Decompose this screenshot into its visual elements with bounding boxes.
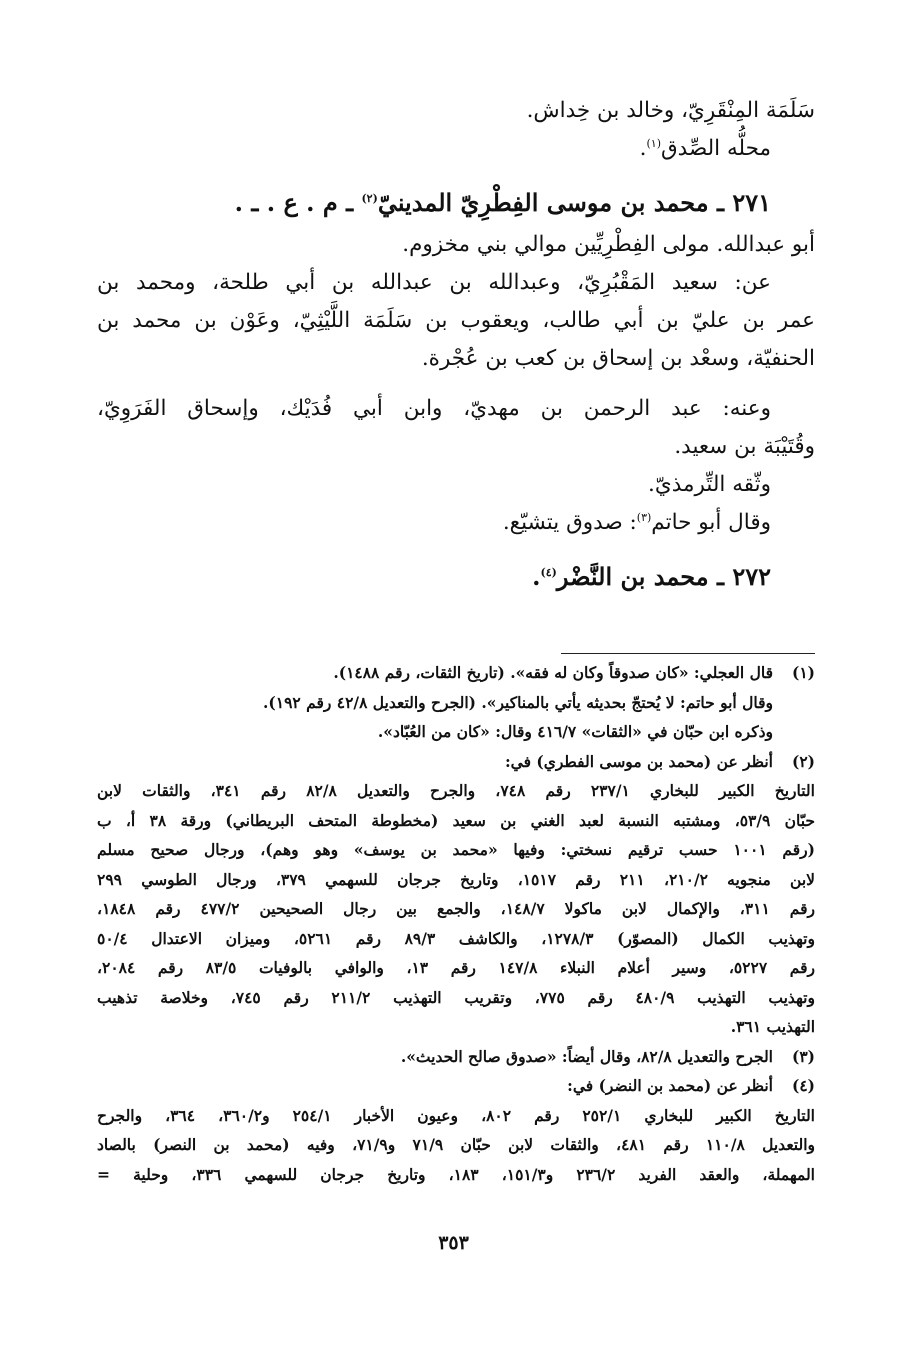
page-number: ٣٥٣ bbox=[438, 1232, 469, 1254]
footnote-number: (٢) bbox=[791, 751, 815, 771]
text-line bbox=[97, 504, 815, 542]
text-line: عمر بن عليّ بن أبي طالب، ويعقوب بن سَلَمَة اللَّيْثِيّ، وعَوْن بن محمد بن bbox=[97, 308, 815, 333]
footnote-line: وذكره ابن حبّان في «الثقات» ٤١٦/٧ وقال: «كان من العُبّاد». bbox=[377, 722, 773, 741]
footnote-3 bbox=[97, 1042, 815, 1072]
entry-codes: ـ م . ع . ـ . bbox=[234, 188, 362, 217]
footnote-line: الجرح والتعديل ٨٢/٨، وقال أيضاً: «صدوق صالح الحديث». bbox=[400, 1046, 773, 1066]
line-text: : صدوق يتشيّع. bbox=[502, 510, 637, 535]
footnote-number: (٤) bbox=[791, 1076, 815, 1095]
footnote-ref[interactable]: (٣) bbox=[636, 510, 652, 524]
footnote-ref[interactable]: (٢) bbox=[361, 192, 378, 205]
entry-heading-271 bbox=[97, 180, 815, 226]
text-line: وقُتَيْبَة بن سعيد. bbox=[674, 434, 815, 459]
text-line: أبو عبدالله. مولى الفِطْرِيِّين موالي بني مخزوم. bbox=[402, 232, 815, 257]
text-line: عن: سعيد المَقْبُرِيّ، وعبدالله بن عبدالله بن أبي طلحة، ومحمد بن bbox=[97, 270, 771, 295]
footnote-line: وقال أبو حاتم: لا يُحتجّ بحديثه يأتي بالمناكير». (الجرح والتعديل ٤٢/٨ رقم ١٩٢). bbox=[263, 692, 773, 712]
main-text bbox=[97, 92, 815, 600]
footnote-line: المهملة، والعقد الفريد ٢٣٦/٢ و١٥١/٣، ١٨٣، وتاريخ جرجان للسهمي ٣٣٦، وحلية = bbox=[97, 1164, 815, 1184]
footnotes bbox=[97, 658, 815, 1189]
footnote-line: التاريخ الكبير للبخاري ٢٥٢/١ رقم ٨٠٢، وعيون الأخبار ٢٥٤/١ و٣٦٠/٢، ٣٦٤، والجرح bbox=[97, 1105, 815, 1125]
footnote-number: (١) bbox=[791, 663, 815, 682]
footnote-2 bbox=[97, 747, 815, 1042]
footnote-line: (رقم ١٠٠١ حسب ترقيم نسختي: وفيها «محمد بن يوسف» وهو وهم)، ورجال صحيح مسلم bbox=[97, 840, 815, 859]
text-line: وعنه: عبد الرحمن بن مهديّ، وابن أبي فُدَيْك، وإسحاق الفَرَوِيّ، bbox=[97, 396, 771, 421]
footnote-line: التهذيب ٣٦١. bbox=[730, 1017, 815, 1036]
footnote-line: وتهذيب الكمال (المصوّر) ١٢٧٨/٣، والكاشف ٨٩/٣ رقم ٥٢٦١، وميزان الاعتدال ٥٠/٤ bbox=[97, 928, 815, 948]
footnote-line: أنظر عن (محمد بن موسى الفطري) في: bbox=[504, 751, 773, 771]
footnote-line: التاريخ الكبير للبخاري ٢٣٧/١ رقم ٧٤٨، والجرح والتعديل ٨٢/٨ رقم ٣٤١، والثقات لابن bbox=[97, 781, 815, 800]
footnote-separator bbox=[561, 653, 815, 654]
footnote-ref[interactable]: (١) bbox=[646, 136, 661, 150]
footnote-4 bbox=[97, 1071, 815, 1189]
text-line: الحنفيّة، وسعْد بن إسحاق بن كعب بن عُجْرة. bbox=[421, 346, 815, 371]
line-end: . bbox=[639, 136, 647, 161]
footnote-ref[interactable]: (٤) bbox=[540, 566, 557, 579]
footnote-line: رقم ٣١١، والإكمال لابن ماكولا ١٤٨/٧، والجمع بين رجال الصحيحين ٤٧٧/٢ رقم ١٨٤٨، bbox=[97, 899, 815, 918]
line-text: محلُّه الصِّدق bbox=[660, 136, 771, 161]
entry-end: . bbox=[532, 562, 541, 591]
footnote-line: والتعديل ١١٠/٨ رقم ٤٨١، والثقات لابن حبّان ٧١/٩ و٧١/٩، وفيه (محمد بن النصر) بالصاد bbox=[97, 1135, 815, 1154]
footnote-line: رقم ٥٢٢٧، وسير أعلام النبلاء ١٤٧/٨ رقم ١٣، والوافي بالوفيات ٨٣/٥ رقم ٢٠٨٤، bbox=[97, 958, 815, 977]
text-line: سَلَمَة المِنْقَرِيّ، وخالد بن خِداش. bbox=[526, 98, 815, 123]
entry-title: ٢٧٢ ـ محمد بن النَّضْر bbox=[556, 562, 771, 591]
entry-title: ٢٧١ ـ محمد بن موسى الفِطْرِيّ المدينيّ bbox=[377, 188, 771, 217]
footnote-line: أنظر عن (محمد بن النضر) في: bbox=[567, 1076, 773, 1095]
footnote-line: حبّان ٥٣/٩، ومشتبه النسبة لعبد الغني بن سعيد (مخطوطة المتحف البريطاني) ورقة ٣٨ أ، ب bbox=[97, 810, 816, 830]
text-line bbox=[97, 130, 815, 168]
line-text: وقال أبو حاتم bbox=[651, 510, 771, 535]
footnote-line: لابن منجويه ٢١٠/٢، ٢١١ رقم ١٥١٧، وتاريخ جرجان للسهمي ٣٧٩، ورجال الطوسي ٢٩٩ bbox=[97, 869, 815, 889]
footnote-number: (٣) bbox=[791, 1046, 815, 1066]
footnote-1 bbox=[97, 658, 815, 747]
text-line: وثّقه التِّرمذيّ. bbox=[648, 472, 771, 497]
footnote-line: وتهذيب التهذيب ٤٨٠/٩ رقم ٧٧٥، وتقريب التهذيب ٢١١/٢ رقم ٧٤٥، وخلاصة تذهيب bbox=[97, 987, 815, 1007]
footnote-line: قال العجلي: «كان صدوقاً وكان له فقه». (تاريخ الثقات، رقم ١٤٨٨). bbox=[333, 663, 773, 682]
entry-heading-272 bbox=[97, 554, 815, 600]
